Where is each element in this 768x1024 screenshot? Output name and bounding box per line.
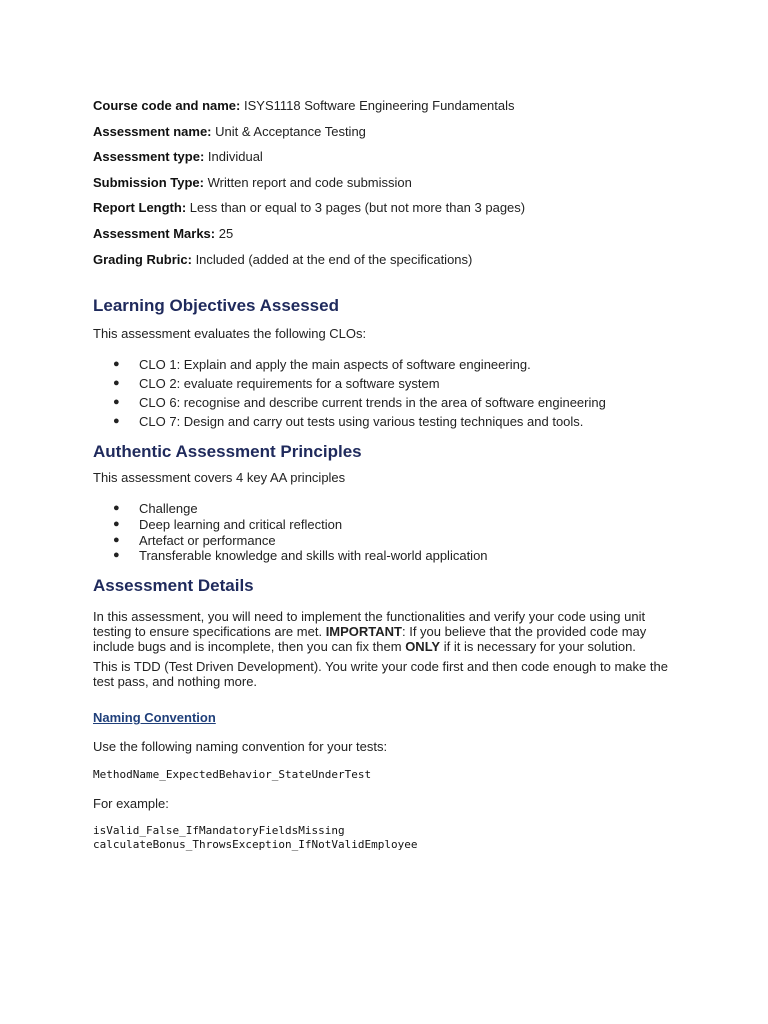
list-item [93,412,693,431]
meta-label: Course code and name: [93,98,241,113]
example-line: calculateBonus_ThrowsException_IfNotValidEmployee [93,838,418,852]
meta-value: Individual [204,149,263,165]
authentic-principles-intro: This assessment covers 4 key AA principles [93,470,346,486]
list-item-text: CLO 7: Design and carry out tests using various testing techniques and tools. [139,414,584,430]
list-item [93,548,693,564]
meta-value: ISYS1118 Software Engineering Fundamentals [240,98,515,113]
meta-grading-rubric [93,251,693,268]
authentic-principles-heading: Authentic Assessment Principles [93,442,362,462]
details-paragraph-2: This is TDD (Test Driven Development). You write your code first and then code enough to make the test pass, and nothing more. [93,659,668,690]
meta-label: Assessment name: [93,123,212,139]
example-line: isValid_False_IfMandatoryFieldsMissing [93,824,345,838]
bullet-icon: ● [113,415,120,428]
list-item-text: CLO 2: evaluate requirements for a software system [139,375,440,391]
list-item [93,393,693,412]
meta-label: Grading Rubric: [93,251,192,267]
meta-value: Included (added at the end of the specifications) [191,251,473,267]
list-item [93,501,693,517]
assessment-details-heading: Assessment Details [93,576,254,596]
bullet-icon: ● [113,533,120,546]
naming-intro: Use the following naming convention for your tests: [93,739,388,755]
meta-label: Report Length: [93,200,187,216]
meta-value: 25 [215,225,234,241]
details-paragraph-1 [93,609,683,654]
example-label: For example: [93,796,169,812]
list-item-text: CLO 1: Explain and apply the main aspects of software engineering. [139,356,531,372]
aa-principles-list [93,501,693,564]
clo-list [93,355,693,432]
details-text: In this assessment, you will need to implement the functionalities and verify your code using unit testing to ensure specifications are met. [93,609,646,640]
meta-label: Submission Type: [93,174,204,190]
naming-convention-link[interactable]: Naming Convention [93,710,216,726]
meta-value: Written report and code submission [204,174,412,190]
bullet-icon: ● [113,502,120,515]
meta-course [93,97,693,114]
list-item-text: Artefact or performance [139,532,276,548]
bullet-icon: ● [113,376,120,389]
list-item [93,374,693,393]
meta-report-length [93,199,693,216]
meta-submission-type [93,174,693,191]
list-item [93,517,693,533]
meta-marks [93,225,693,242]
meta-label: Assessment Marks: [93,225,216,241]
list-item-text: Challenge [139,501,198,517]
list-item [93,355,693,374]
meta-value: Unit & Acceptance Testing [211,123,366,139]
bullet-icon: ● [113,518,120,531]
meta-assessment-type [93,148,693,165]
document-page [93,97,693,852]
list-item [93,533,693,549]
bullet-icon: ● [113,395,120,408]
learning-objectives-heading: Learning Objectives Assessed [93,295,339,315]
list-item-text: Transferable knowledge and skills with real-world application [139,548,488,564]
bullet-icon: ● [113,549,120,562]
bullet-icon: ● [113,357,120,370]
learning-objectives-intro: This assessment evaluates the following CLOs: [93,325,367,341]
only-text: ONLY [405,639,441,655]
examples-block [93,824,693,852]
meta-label: Assessment type: [93,149,205,165]
details-text: : If you believe that the provided code may include bugs and is incomplete, then you can fix them [93,624,647,655]
meta-assessment-name [93,123,693,140]
list-item-text: Deep learning and critical reflection [139,517,343,533]
assessment-meta [93,97,693,268]
meta-value: Less than or equal to 3 pages (but not more than 3 pages) [186,200,526,216]
important-text: IMPORTANT [325,624,402,640]
list-item-text: CLO 6: recognise and describe current trends in the area of software engineering [139,394,606,410]
naming-pattern: MethodName_ExpectedBehavior_StateUnderTest [93,768,372,782]
details-text: if it is necessary for your solution. [440,639,636,655]
